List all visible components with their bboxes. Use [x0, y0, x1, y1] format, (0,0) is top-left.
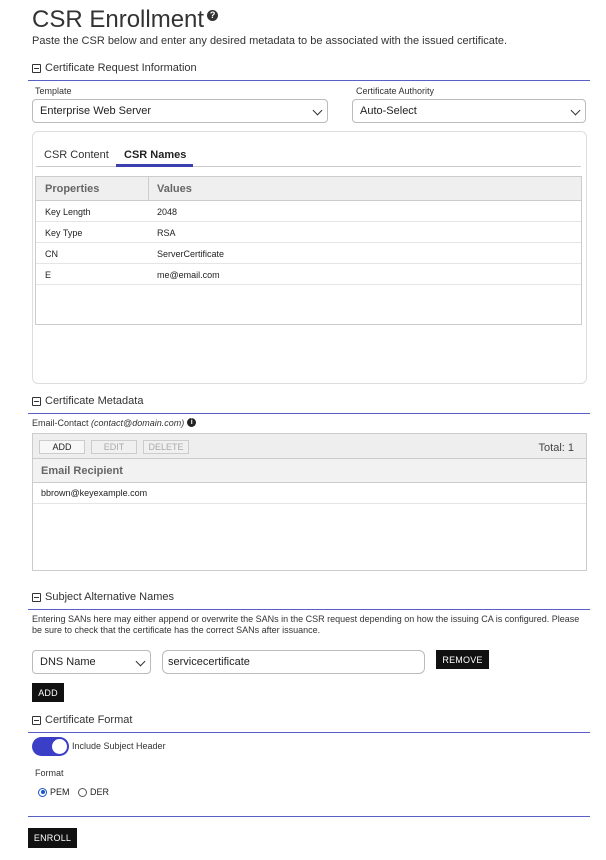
- table-row[interactable]: Key Length 2048: [36, 201, 581, 222]
- active-tab-indicator: [116, 164, 193, 167]
- remove-san-button[interactable]: REMOVE: [436, 650, 489, 669]
- format-label: Format: [35, 768, 64, 778]
- section-heading: Certificate Metadata: [45, 395, 144, 407]
- collapse-icon[interactable]: [32, 64, 41, 73]
- col-properties[interactable]: Properties: [45, 183, 100, 195]
- section-divider: [28, 816, 590, 817]
- section-divider: [28, 413, 590, 414]
- page-subtitle: Paste the CSR below and enter any desired metadata to be associated with the issued certificate.: [32, 35, 508, 47]
- enroll-button[interactable]: ENROLL: [28, 828, 77, 848]
- include-header-label: Include Subject Header: [72, 741, 166, 751]
- section-request-info[interactable]: [32, 62, 197, 74]
- col-divider: [148, 177, 149, 200]
- section-san[interactable]: [32, 591, 174, 603]
- section-divider: [28, 732, 590, 733]
- collapse-icon[interactable]: [32, 716, 41, 725]
- format-option-pem[interactable]: PEM: [38, 787, 70, 797]
- format-option-der[interactable]: DER: [78, 787, 109, 797]
- toggle-knob: [52, 739, 67, 754]
- tab-csr-names[interactable]: CSR Names: [124, 149, 187, 161]
- section-heading: Subject Alternative Names: [45, 591, 175, 603]
- add-san-button[interactable]: ADD: [32, 683, 64, 702]
- template-select[interactable]: Enterprise Web Server: [32, 99, 328, 123]
- table-row[interactable]: Key Type RSA: [36, 222, 581, 243]
- chevron-down-icon: [571, 106, 581, 116]
- san-type-select[interactable]: DNS Name: [32, 650, 151, 674]
- section-divider: [28, 609, 590, 610]
- section-heading: Certificate Request Information: [45, 62, 197, 74]
- chevron-down-icon: [136, 657, 146, 667]
- radio-der[interactable]: [78, 788, 87, 797]
- ca-label: Certificate Authority: [356, 86, 435, 96]
- ca-select[interactable]: Auto-Select: [352, 99, 586, 123]
- tab-csr-content[interactable]: CSR Content: [44, 149, 109, 161]
- col-values[interactable]: Values: [157, 183, 192, 195]
- page-title: CSR Enrollment ?: [32, 6, 218, 34]
- section-heading: Certificate Format: [45, 714, 133, 726]
- info-icon[interactable]: i: [187, 418, 196, 427]
- table-header: [33, 459, 586, 483]
- collapse-icon[interactable]: [32, 397, 41, 406]
- total-count: Total: 1: [538, 442, 574, 454]
- email-grid: [32, 433, 587, 571]
- table-row[interactable]: bbrown@keyexample.com: [33, 483, 586, 504]
- csr-names-table: [35, 176, 582, 325]
- delete-email-button[interactable]: DELETE: [143, 440, 189, 454]
- chevron-down-icon: [313, 106, 323, 116]
- san-description: Entering SANs here may either append or overwrite the SANs in the CSR request depending on how the issuing CA is configured. Please be sure to check that the certificate has the correct SANs after issuance.: [32, 614, 580, 635]
- table-header: [36, 177, 581, 201]
- section-divider: [28, 80, 590, 81]
- edit-email-button[interactable]: EDIT: [91, 440, 137, 454]
- section-metadata[interactable]: [32, 395, 143, 407]
- table-row[interactable]: E me@email.com: [36, 264, 581, 285]
- email-contact-label: Email-Contact (contact@domain.com) i: [32, 418, 196, 428]
- radio-pem[interactable]: [38, 788, 47, 797]
- collapse-icon[interactable]: [32, 593, 41, 602]
- add-email-button[interactable]: ADD: [39, 440, 85, 454]
- table-row[interactable]: CN ServerCertificate: [36, 243, 581, 264]
- include-header-toggle[interactable]: [32, 737, 69, 756]
- section-format[interactable]: [32, 714, 132, 726]
- san-name-input[interactable]: servicecertificate: [162, 650, 425, 674]
- template-label: Template: [35, 86, 72, 96]
- help-icon[interactable]: ?: [207, 10, 218, 21]
- col-email-recipient[interactable]: Email Recipient: [41, 465, 123, 477]
- grid-toolbar: [33, 434, 586, 459]
